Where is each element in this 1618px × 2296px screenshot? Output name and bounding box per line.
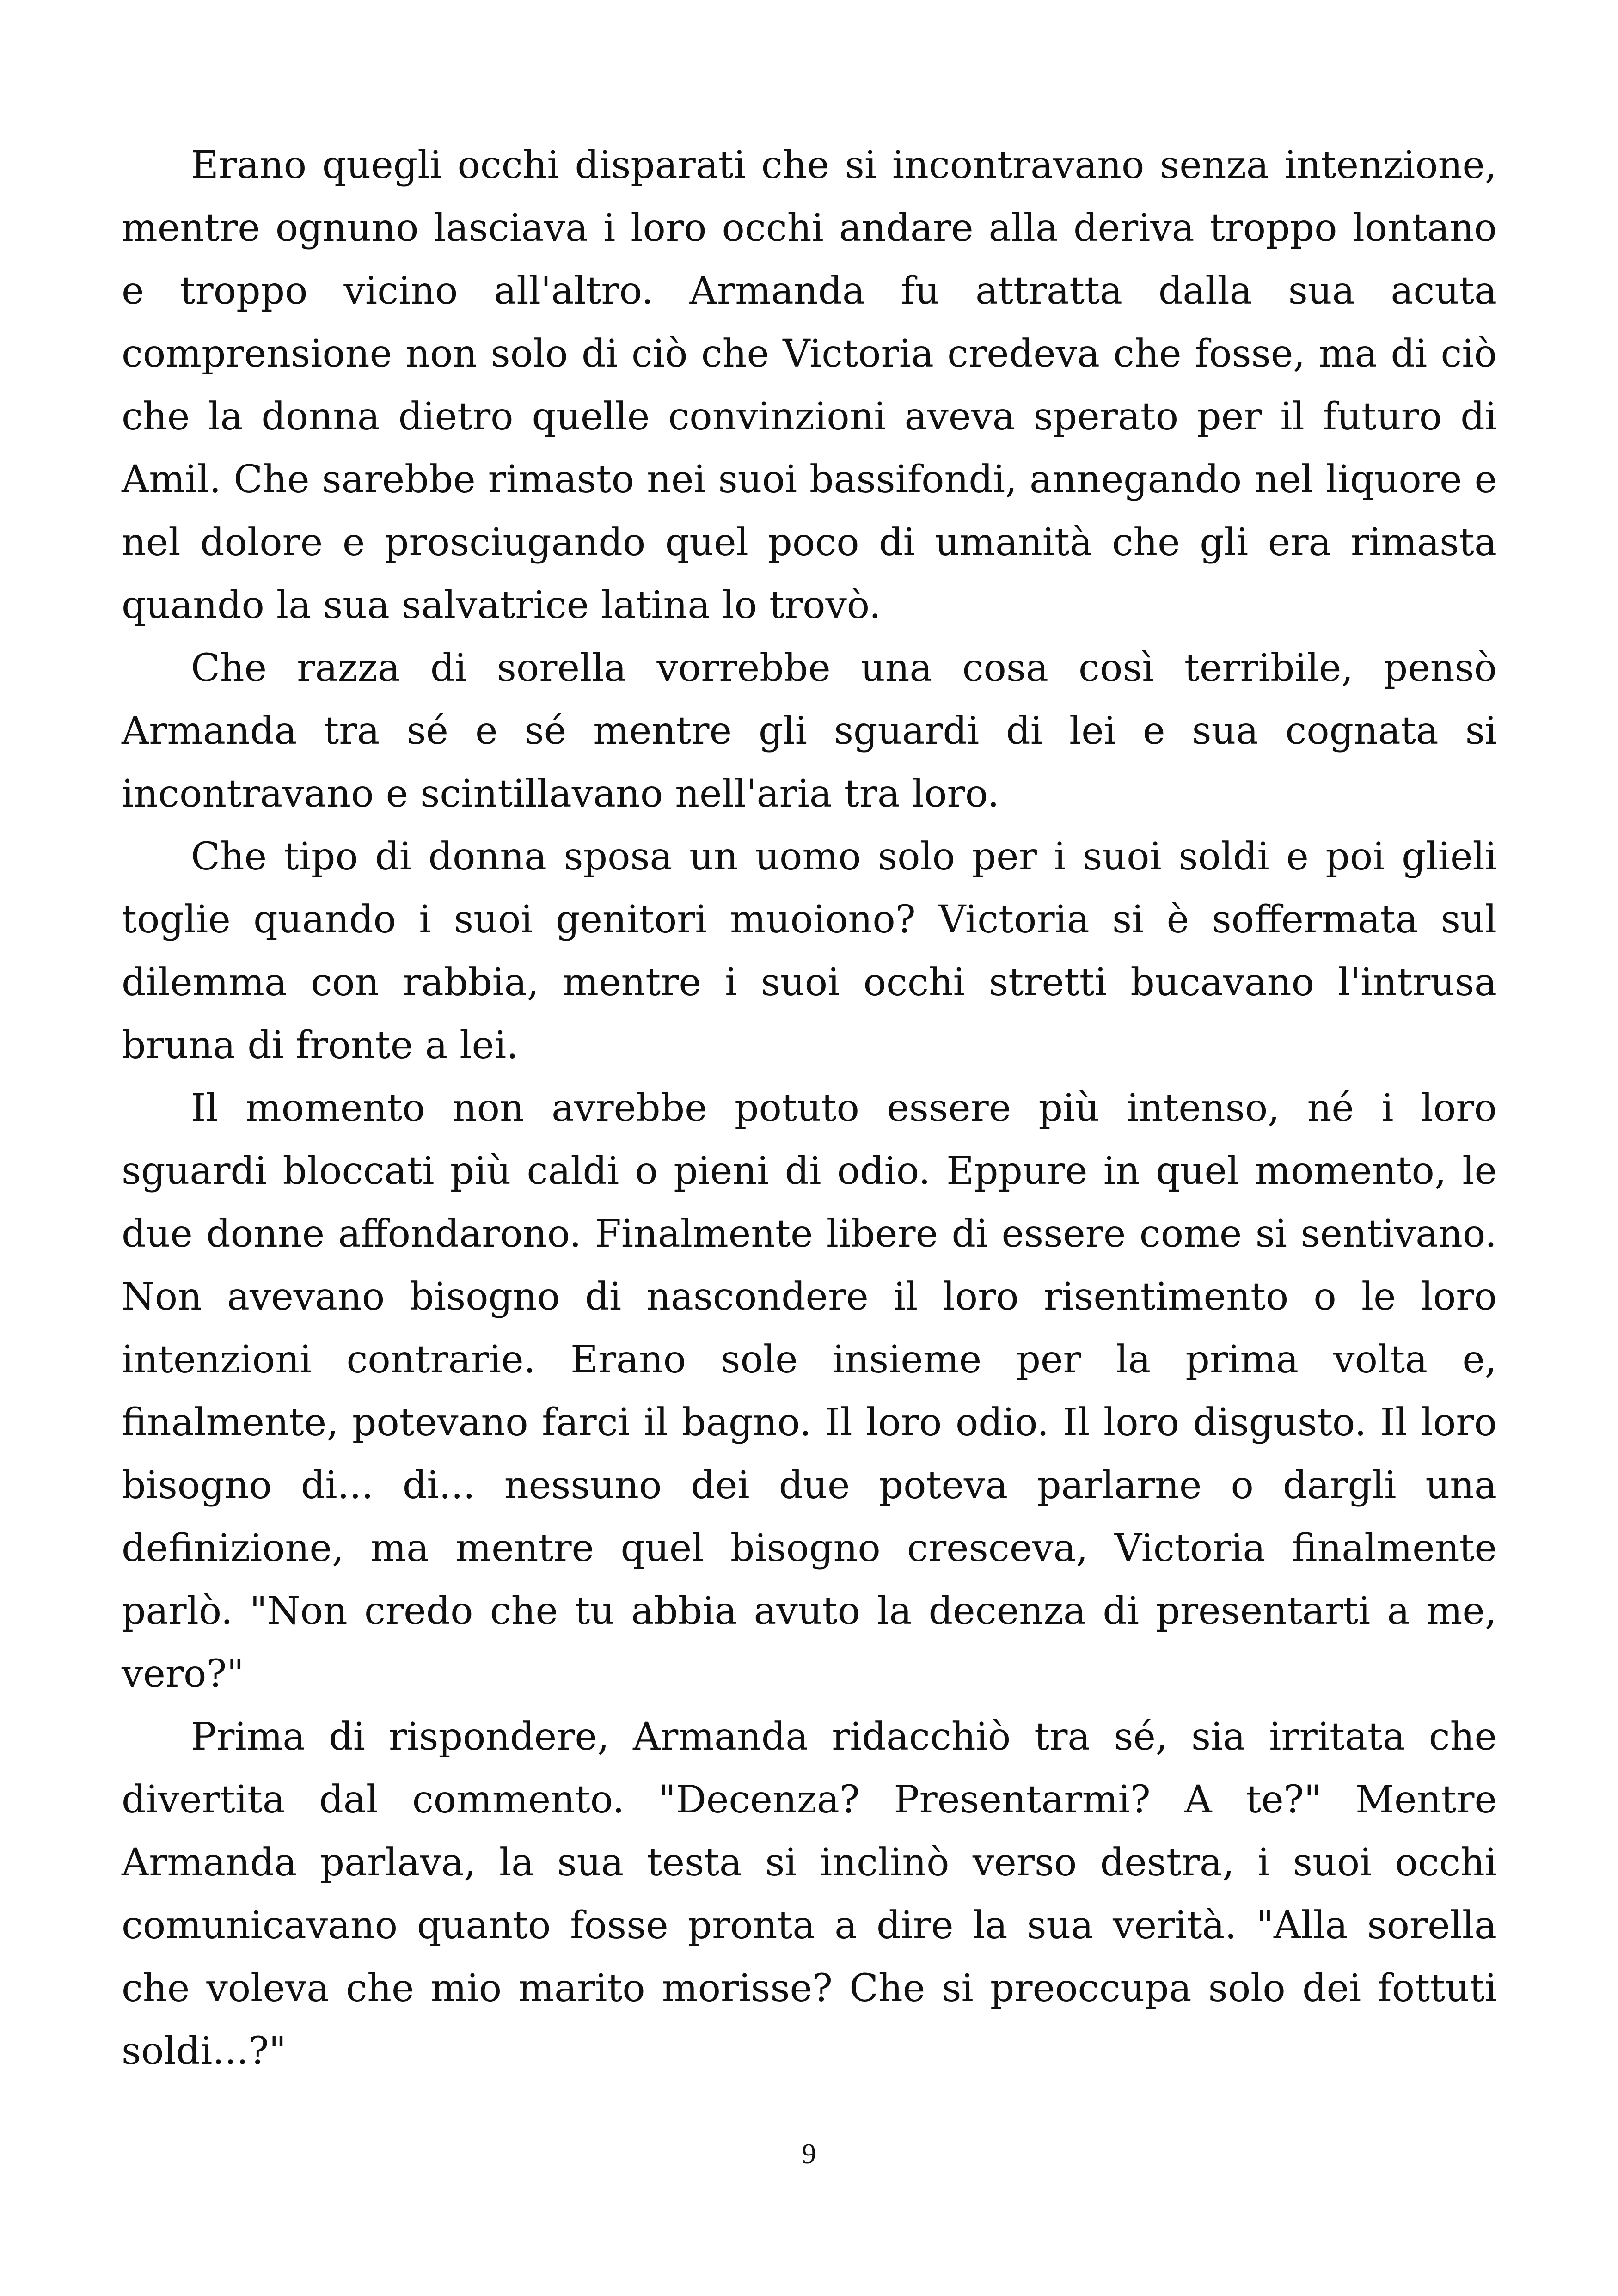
paragraph-2: Che razza di sorella vorrebbe una cosa così terribile, pensò Armanda tra sé e sé mentre gli sguardi di lei e sua cognata si incontravano e scintillavano nell'aria tra loro. [122, 646, 1497, 816]
paragraph-1: Erano quegli occhi disparati che si incontravano senza intenzione, mentre ognuno lasciava i loro occhi andare alla deriva troppo lontano e troppo vicino all'altro. Armanda fu attratta dalla sua acuta comprensione non solo di ciò che Victoria credeva che fosse, ma di ciò che la donna dietro quelle convinzioni aveva sperato per il futuro di Amil. Che sarebbe rimasto nei suoi bassifondi, annegando nel liquore e nel dolore e prosciugando quel poco di umanità che gli era rimasta quando la sua salvatrice latina lo trovò. [122, 143, 1497, 627]
body-text [122, 134, 1497, 2083]
page-number: 9 [802, 2138, 816, 2170]
paragraph-5: Prima di rispondere, Armanda ridacchiò tra sé, sia irritata che divertita dal commento. "Decenza? Presentarmi? A te?" Mentre Armanda parlava, la sua testa si inclinò verso destra, i suoi occhi comunicavano quanto fosse pronta a dire la sua verità. "Alla sorella che voleva che mio marito morisse? Che si preoccupa solo dei fottuti soldi...?" [122, 1715, 1497, 2073]
paragraph-3: Che tipo di donna sposa un uomo solo per i suoi soldi e poi glieli toglie quando i suoi genitori muoiono? Victoria si è soffermata sul dilemma con rabbia, mentre i suoi occhi stretti bucavano l'intrusa bruna di fronte a lei. [122, 835, 1497, 1067]
paragraph-4: Il momento non avrebbe potuto essere più intenso, né i loro sguardi bloccati più caldi o pieni di odio. Eppure in quel momento, le due donne affondarono. Finalmente libere di essere come si sentivano. Non avevano bisogno di nascondere il loro risentimento o le loro intenzioni contrarie. Erano sole insieme per la prima volta e, finalmente, potevano farci il bagno. Il loro odio. Il loro disgusto. Il loro bisogno di... di... nessuno dei due poteva parlarne o dargli una definizione, ma mentre quel bisogno cresceva, Victoria finalmente parlò. "Non credo che tu abbia avuto la decenza di presentarti a me, vero?" [122, 1086, 1497, 1696]
